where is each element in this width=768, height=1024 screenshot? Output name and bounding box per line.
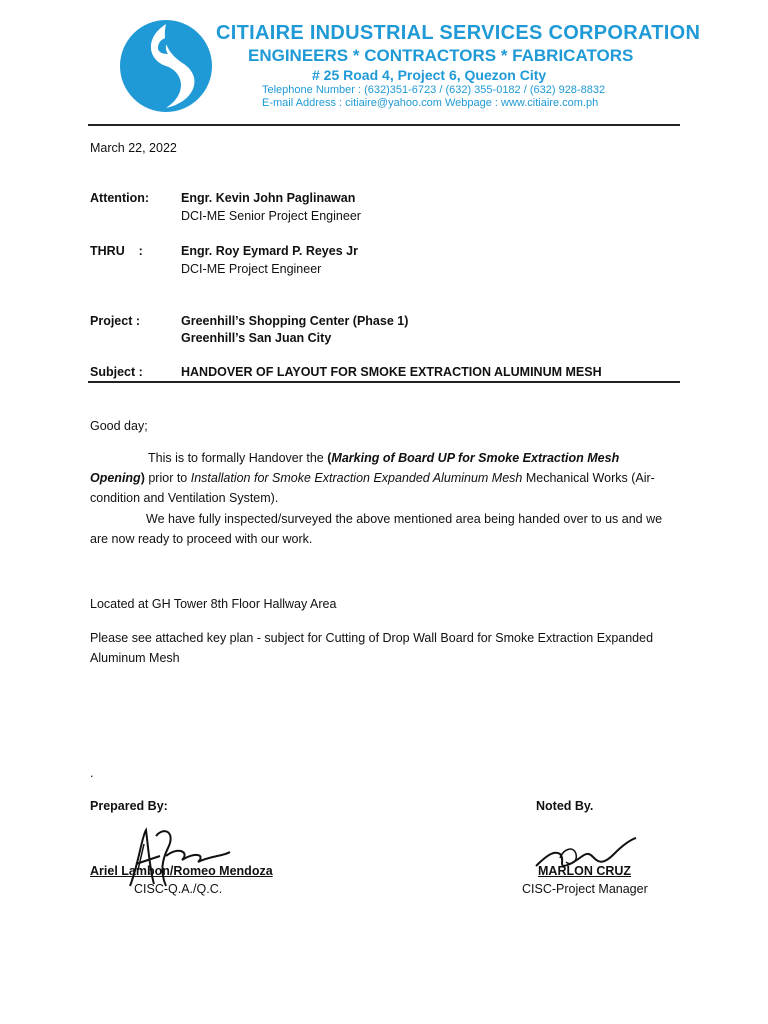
paragraph-inspection: We have fully inspected/surveyed the above mentioned area being handed over to us and we are now ready to proceed with our work. (90, 512, 663, 546)
project-label: Project : (90, 314, 141, 328)
stray-dot: . (90, 766, 94, 780)
thru-label: THRU : (90, 244, 143, 258)
subject-divider (88, 381, 680, 383)
company-email-web: E-mail Address : citiaire@yahoo.com Webpage : www.citiaire.com.ph (262, 97, 599, 109)
signatory-right-role: CISC-Project Manager (522, 882, 648, 896)
project-location: Greenhill’s San Juan City (181, 331, 332, 345)
company-logo-icon (118, 18, 214, 114)
company-name: CITIAIRE INDUSTRIAL SERVICES CORPORATION (216, 22, 701, 44)
signatory-left-role: CISC-Q.A./Q.C. (134, 882, 223, 896)
project-name: Greenhill’s Shopping Center (Phase 1) (181, 314, 409, 328)
attention-title: DCI-ME Senior Project Engineer (181, 209, 361, 223)
attachment-note: Please see attached key plan - subject for Cutting of Drop Wall Board for Smoke Extraction Expanded Aluminum Mesh (90, 631, 654, 665)
subject-label: Subject : (90, 365, 143, 379)
attention-name: Engr. Kevin John Paglinawan (181, 191, 356, 205)
company-tagline: ENGINEERS * CONTRACTORS * FABRICATORS (248, 46, 634, 65)
signatory-left-name: Ariel Lambon/Romeo Mendoza (90, 864, 273, 878)
greeting: Good day; (90, 419, 148, 433)
thru-name: Engr. Roy Eymard P. Reyes Jr (181, 244, 358, 258)
attention-label: Attention: (90, 191, 150, 205)
header-divider (88, 124, 680, 126)
company-address: # 25 Road 4, Project 6, Quezon City (312, 67, 547, 83)
letter-date: March 22, 2022 (90, 141, 177, 155)
paragraph-handover: This is to formally Handover the (Marking of Board UP for Smoke Extraction Mesh Opening) prior to Installation for Smoke Extraction Expanded Aluminum Mesh Mechanical Works (Air-condition and Ventilation System). (90, 451, 655, 505)
location-line: Located at GH Tower 8th Floor Hallway Area (90, 597, 337, 611)
subject-text: HANDOVER OF LAYOUT FOR SMOKE EXTRACTION ALUMINUM MESH (181, 365, 602, 379)
prepared-by-label: Prepared By: (90, 799, 168, 813)
company-telephone: Telephone Number : (632)351-6723 / (632) 355-0182 / (632) 928-8832 (262, 84, 606, 96)
noted-by-label: Noted By. (536, 799, 594, 813)
thru-title: DCI-ME Project Engineer (181, 262, 322, 276)
signatory-right-name: MARLON CRUZ (538, 864, 632, 878)
